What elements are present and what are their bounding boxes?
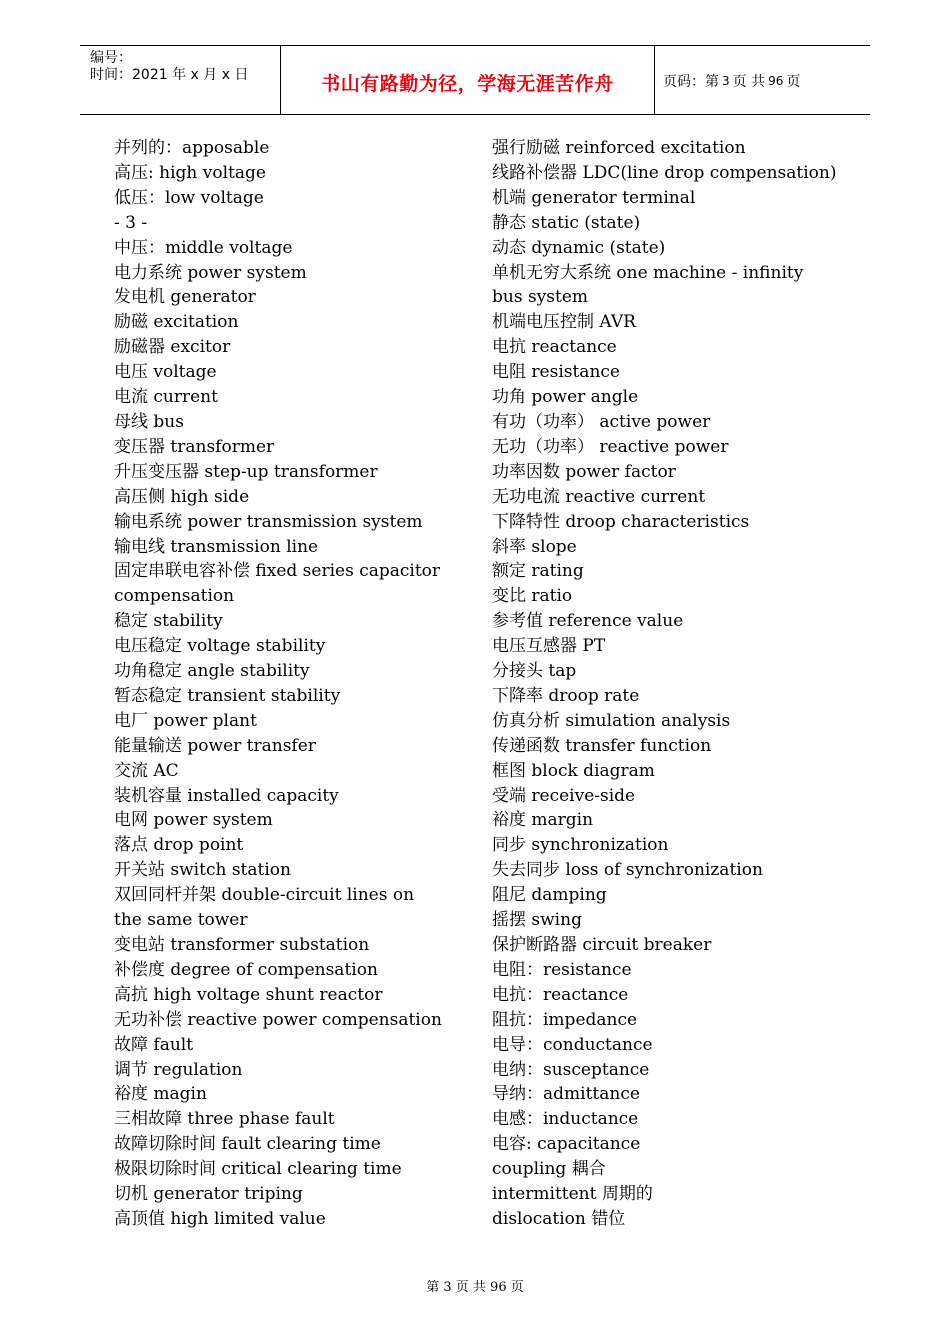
glossary-entry: 裕度 magin bbox=[114, 1084, 207, 1105]
glossary-entry: 电压 voltage bbox=[114, 362, 217, 383]
glossary-entry: 单机无穷大系统 one machine - infinity bus system bbox=[492, 262, 804, 308]
glossary-entry: 电网 power system bbox=[114, 810, 273, 831]
glossary-entry: 电阻：resistance bbox=[492, 959, 632, 980]
glossary-entry: 电抗 reactance bbox=[492, 337, 617, 358]
glossary-entry: 中压：middle voltage bbox=[114, 237, 293, 258]
glossary-entry: 框图 block diagram bbox=[492, 760, 655, 781]
glossary-entry: 同步 synchronization bbox=[492, 835, 669, 856]
glossary-entry: 裕度 margin bbox=[492, 810, 594, 831]
glossary-entry: - 3 - bbox=[114, 212, 148, 233]
glossary-entry: 传递函数 transfer function bbox=[492, 735, 712, 756]
time-label: 时间：2021 年 x 月 x 日 bbox=[90, 67, 249, 83]
glossary-entry: 变压器 transformer bbox=[114, 436, 275, 457]
glossary-entry: 功率因数 power factor bbox=[492, 461, 676, 482]
glossary-entry: 阻尼 damping bbox=[492, 885, 607, 906]
glossary-entry: 电压互感器 PT bbox=[492, 636, 606, 657]
left-glossary-column bbox=[114, 136, 444, 1232]
glossary-entry: 低压：low voltage bbox=[114, 187, 264, 208]
glossary-entry: 下降特性 droop characteristics bbox=[492, 511, 750, 532]
glossary-entry: 静态 static (state) bbox=[492, 212, 641, 233]
glossary-entry: 额定 rating bbox=[492, 561, 584, 582]
glossary-entry: 电流 current bbox=[114, 387, 218, 408]
glossary-entry: 高压: high voltage bbox=[114, 162, 266, 183]
glossary-entry: 电纳：susceptance bbox=[492, 1059, 650, 1080]
header-slogan: 书山有路勤为径，学海无涯苦作舟 bbox=[281, 46, 655, 114]
glossary-entry: 变比 ratio bbox=[492, 586, 573, 607]
right-glossary-column bbox=[492, 136, 837, 1232]
glossary-entry: 输电系统 power transmission system bbox=[114, 511, 423, 532]
page-total: 96 bbox=[768, 74, 784, 88]
glossary-entry: 暂态稳定 transient stability bbox=[114, 685, 341, 706]
glossary-entry: 切机 generator triping bbox=[114, 1184, 303, 1205]
page-info-prefix: 页码：第 bbox=[663, 74, 719, 90]
header-page-info bbox=[655, 46, 870, 114]
glossary-entry: 补偿度 degree of compensation bbox=[114, 959, 378, 980]
glossary-entry: 极限切除时间 critical clearing time bbox=[114, 1159, 402, 1180]
glossary-entry: 无功（功率） reactive power bbox=[492, 436, 729, 457]
glossary-entry: 发电机 generator bbox=[114, 287, 256, 308]
page-number: 3 bbox=[722, 74, 730, 88]
glossary-entry: 强行励磁 reinforced excitation bbox=[492, 138, 746, 158]
glossary-entry: 功角 power angle bbox=[492, 387, 639, 408]
glossary-entry: 下降率 droop rate bbox=[492, 685, 640, 706]
glossary-entry: 电抗：reactance bbox=[492, 984, 629, 1005]
glossary-entry: 受端 receive-side bbox=[492, 785, 636, 806]
page-footer: 第 3 页 共 96 页 bbox=[426, 1280, 524, 1295]
glossary-entry: 导纳：admittance bbox=[492, 1084, 640, 1105]
glossary-entry: 电容: capacitance bbox=[492, 1134, 641, 1155]
glossary-entry: 电厂 power plant bbox=[114, 710, 257, 731]
glossary-entry: 装机容量 installed capacity bbox=[114, 785, 339, 806]
glossary-entry: 仿真分析 simulation analysis bbox=[492, 710, 731, 731]
glossary-entry: 升压变压器 step-up transformer bbox=[114, 461, 378, 482]
glossary-entry: 阻抗：impedance bbox=[492, 1009, 638, 1030]
glossary-entry: 母线 bus bbox=[114, 411, 184, 432]
glossary-entry: 参考值 reference value bbox=[492, 611, 684, 632]
header-meta bbox=[80, 46, 281, 114]
glossary-entry: 电压稳定 voltage stability bbox=[114, 636, 326, 657]
glossary-entry: 落点 drop point bbox=[114, 835, 244, 856]
glossary-entry: 机端电压控制 AVR bbox=[492, 312, 636, 333]
page-info-suffix: 页 bbox=[786, 74, 801, 90]
glossary-entry: 三相故障 three phase fault bbox=[114, 1109, 335, 1130]
glossary-entry: 有功（功率） active power bbox=[492, 411, 711, 432]
glossary-entry: 交流 AC bbox=[114, 760, 179, 781]
glossary-entry: 功角稳定 angle stability bbox=[114, 661, 310, 682]
glossary-entry: 励磁 excitation bbox=[114, 312, 239, 333]
glossary-entry: 并列的：apposable bbox=[114, 138, 270, 158]
glossary-entry: dislocation 错位 bbox=[492, 1208, 626, 1229]
glossary-entry: 斜率 slope bbox=[492, 536, 577, 557]
page-header bbox=[80, 45, 870, 115]
glossary-entry: 高压侧 high side bbox=[114, 486, 250, 507]
glossary-entry: 摇摆 swing bbox=[492, 910, 582, 931]
glossary-entry: 变电站 transformer substation bbox=[114, 935, 370, 955]
glossary-entry: 能量输送 power transfer bbox=[114, 735, 316, 756]
glossary-entry: 保护断路器 circuit breaker bbox=[492, 935, 712, 955]
glossary-entry: 固定串联电容补偿 fixed series capacitor compensation bbox=[114, 561, 441, 607]
glossary-entry: 励磁器 excitor bbox=[114, 337, 231, 358]
glossary-entry: coupling 耦合 bbox=[492, 1159, 606, 1180]
glossary-entry: 高顶值 high limited value bbox=[114, 1208, 326, 1229]
glossary-entry: 失去同步 loss of synchronization bbox=[492, 860, 763, 881]
glossary-entry: 故障 fault bbox=[114, 1034, 194, 1055]
glossary-entry: 电阻 resistance bbox=[492, 362, 620, 383]
glossary-entry: 高抗 high voltage shunt reactor bbox=[114, 984, 383, 1005]
glossary-entry: 电感：inductance bbox=[492, 1109, 639, 1130]
glossary-entry: 动态 dynamic (state) bbox=[492, 237, 666, 258]
glossary-entry: 故障切除时间 fault clearing time bbox=[114, 1134, 381, 1155]
glossary-entry: 电导：conductance bbox=[492, 1034, 653, 1055]
page-info-mid: 页 共 bbox=[732, 74, 766, 90]
glossary-entry: 开关站 switch station bbox=[114, 860, 291, 881]
serial-label: 编号： bbox=[90, 50, 132, 66]
glossary-entry: 线路补偿器 LDC(line drop compensation) bbox=[492, 162, 837, 183]
glossary-entry: 无功电流 reactive current bbox=[492, 486, 706, 507]
glossary-entry: 机端 generator terminal bbox=[492, 187, 696, 208]
glossary-entry: 电力系统 power system bbox=[114, 262, 307, 283]
glossary-entry: 双回同杆并架 double-circuit lines on the same tower bbox=[114, 885, 415, 931]
glossary-entry: 分接头 tap bbox=[492, 661, 577, 682]
glossary-entry: 调节 regulation bbox=[114, 1059, 243, 1080]
glossary-entry: 无功补偿 reactive power compensation bbox=[114, 1009, 442, 1030]
glossary-entry: intermittent 周期的 bbox=[492, 1184, 653, 1205]
glossary-entry: 稳定 stability bbox=[114, 611, 223, 632]
glossary-entry: 输电线 transmission line bbox=[114, 536, 319, 557]
